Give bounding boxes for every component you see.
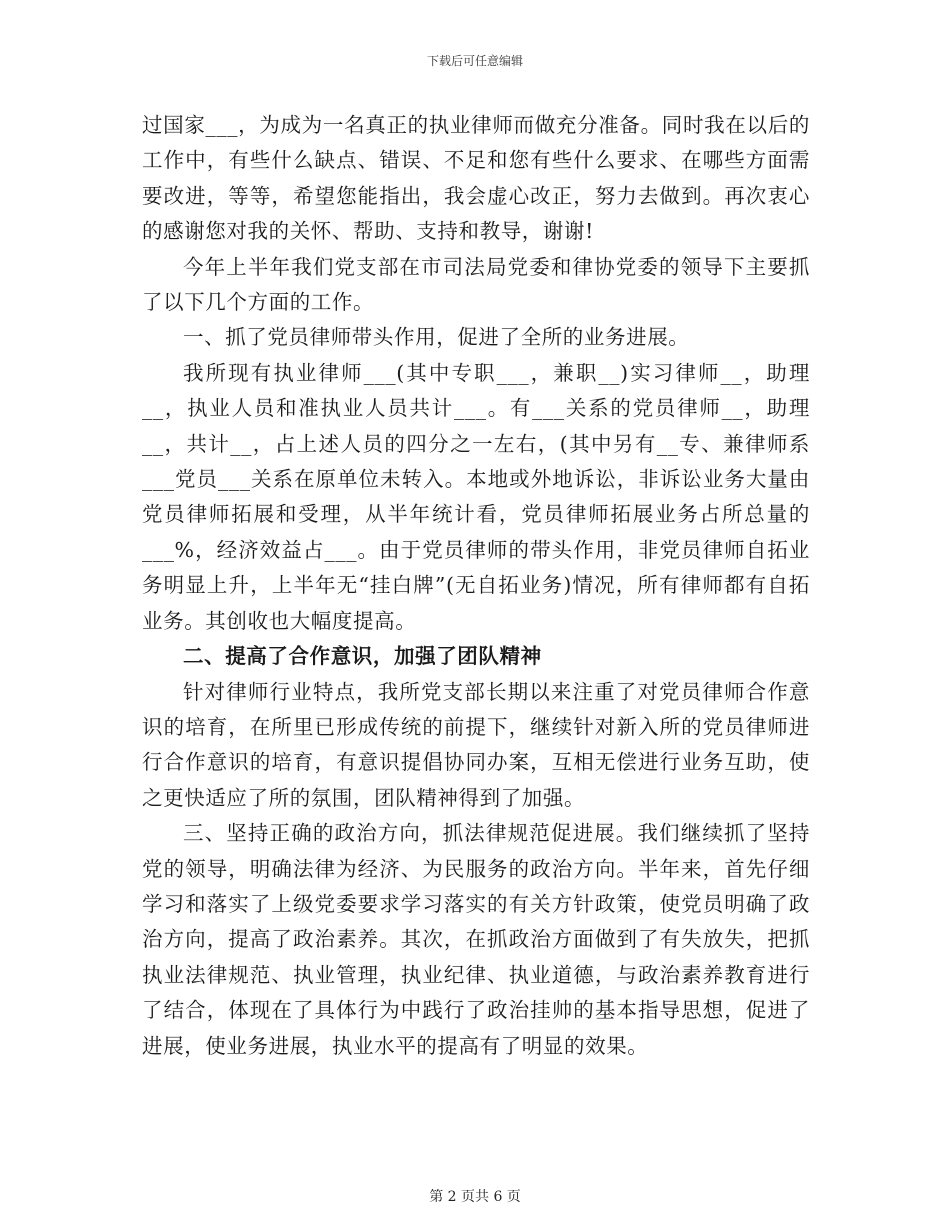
paragraph-section-2: 针对律师行业特点，我所党支部长期以来注重了对党员律师合作意识的培育，在所里已形成传统的前提下，继续针对新入所的党员律师进行合作意识的培育，有意识提倡协同办案，互相无偿进行业务互助，使之更快适应了所的氛围，团队精神得到了加强。 — [142, 679, 810, 810]
paragraph-section-3: 三、坚持正确的政治方向，抓法律规范促进展。我们继续抓了坚持党的领导，明确法律为经济、为民服务的政治方向。半年来，首先仔细学习和落实了上级党委要求学习落实的有关方针政策，使党员明确了政治方向，提高了政治素养。其次，在抓政治方面做到了有失放失，把抓执业法律规范、执业管理，执业纪律、执业道德，与政治素养教育进行了结合，体现在了具体行为中践行了政治挂帅的基本指导思想，促进了进展，使业务进展，执业水平的提高有了明显的效果。 — [142, 821, 810, 1058]
paragraph-continuation: 过国家___，为成为一名真正的执业律师而做充分准备。同时我在以后的工作中，有些什么缺点、错误、不足和您有些什么要求、在哪些方面需要改进，等等，希望您能指出，我会虚心改正，努力去做到。再次衷心的感谢您对我的关怀、帮助、支持和教导，谢谢! — [142, 113, 810, 244]
paragraph-section-1: 我所现有执业律师___(其中专职___，兼职__)实习律师__，助理__，执业人员和准执业人员共计___。有___关系的党员律师__，助理__，共计__，占上述人员的四分之一左右，(其中另有__专、兼律师系___党员___关系在原单位未转入。本地或外地诉讼，非诉讼业务大量由党员律师拓展和受理，从半年统计看，党员律师拓展业务占所总量的___%，经济效益占___。由于党员律师的带头作用，非党员律师自拓业务明显上升，上半年无“挂白牌”(无自拓业务)情况，所有律师都有自拓业务。其创收也大幅度提高。 — [142, 360, 810, 633]
page-header-note: 下载后可任意编辑 — [426, 54, 523, 68]
section-heading-1: 一、抓了党员律师带头作用，促进了全所的业务进展。 — [183, 325, 690, 350]
paragraph-intro: 今年上半年我们党支部在市司法局党委和律协党委的领导下主要抓了以下几个方面的工作。 — [142, 254, 810, 315]
document-body — [142, 108, 810, 1064]
page-number-footer: 第 2 页共 6 页 — [429, 1189, 521, 1205]
section-heading-2: 二、提高了合作意识，加强了团队精神 — [183, 644, 542, 669]
